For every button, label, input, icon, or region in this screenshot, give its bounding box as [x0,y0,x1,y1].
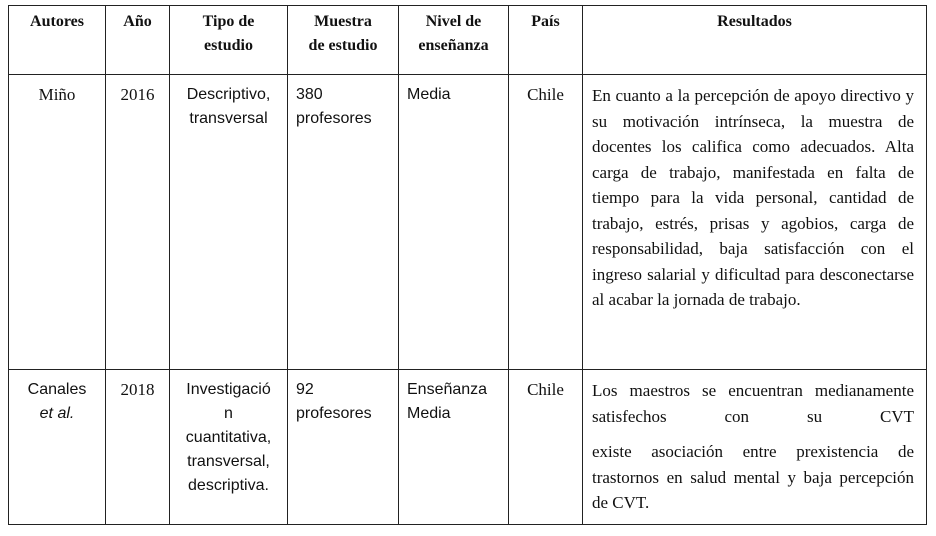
header-row [9,6,927,75]
header-resultados: Resultados [583,6,927,75]
header-pais: País [509,6,583,75]
resultados-text: Los maestros se encuentran medianamente satisfechos con su CVT [592,381,914,426]
cell-nivel: Enseñanza Media [399,370,509,525]
header-anio: Año [106,6,170,75]
cell-pais: Chile [509,75,583,370]
resultados-text: En cuanto a la percepción de apoyo directivo y su motivación intrínseca, la muestra de docentes los califica como adecuados. Alta carga de trabajo, manifestada en falta de tiempo para la vida personal, cantidad de trabajo, estrés, prisas y agobios, carga de responsabilidad, baja satisfacción con el ingreso salarial y dificultad para desconectarse al acabar la jornada de trabajo. [592,86,914,309]
cell-anio: 2018 [106,370,170,525]
cell-muestra: 380 profesores [288,75,399,370]
cell-resultados [583,75,927,370]
header-nivel: Nivel de enseñanza [399,6,509,75]
studies-table [8,5,927,525]
header-autores: Autores [9,6,106,75]
cell-nivel: Media [399,75,509,370]
cell-resultados [583,370,927,525]
header-tipo: Tipo de estudio [170,6,288,75]
header-muestra: Muestra de estudio [288,6,399,75]
cell-autores: Canales et al. [9,370,106,525]
cell-muestra: 92 profesores [288,370,399,525]
cell-tipo: Descriptivo, transversal [170,75,288,370]
cell-tipo: Investigació n cuantitativa, transversal, descriptiva. [170,370,288,525]
cell-pais: Chile [509,370,583,525]
cell-anio: 2016 [106,75,170,370]
table-row [9,75,927,370]
resultados-text: existe asociación entre prexistencia de trastornos en salud mental y baja percepción de CVT. [592,442,914,512]
table-row [9,370,927,525]
cell-autores: Miño [9,75,106,370]
